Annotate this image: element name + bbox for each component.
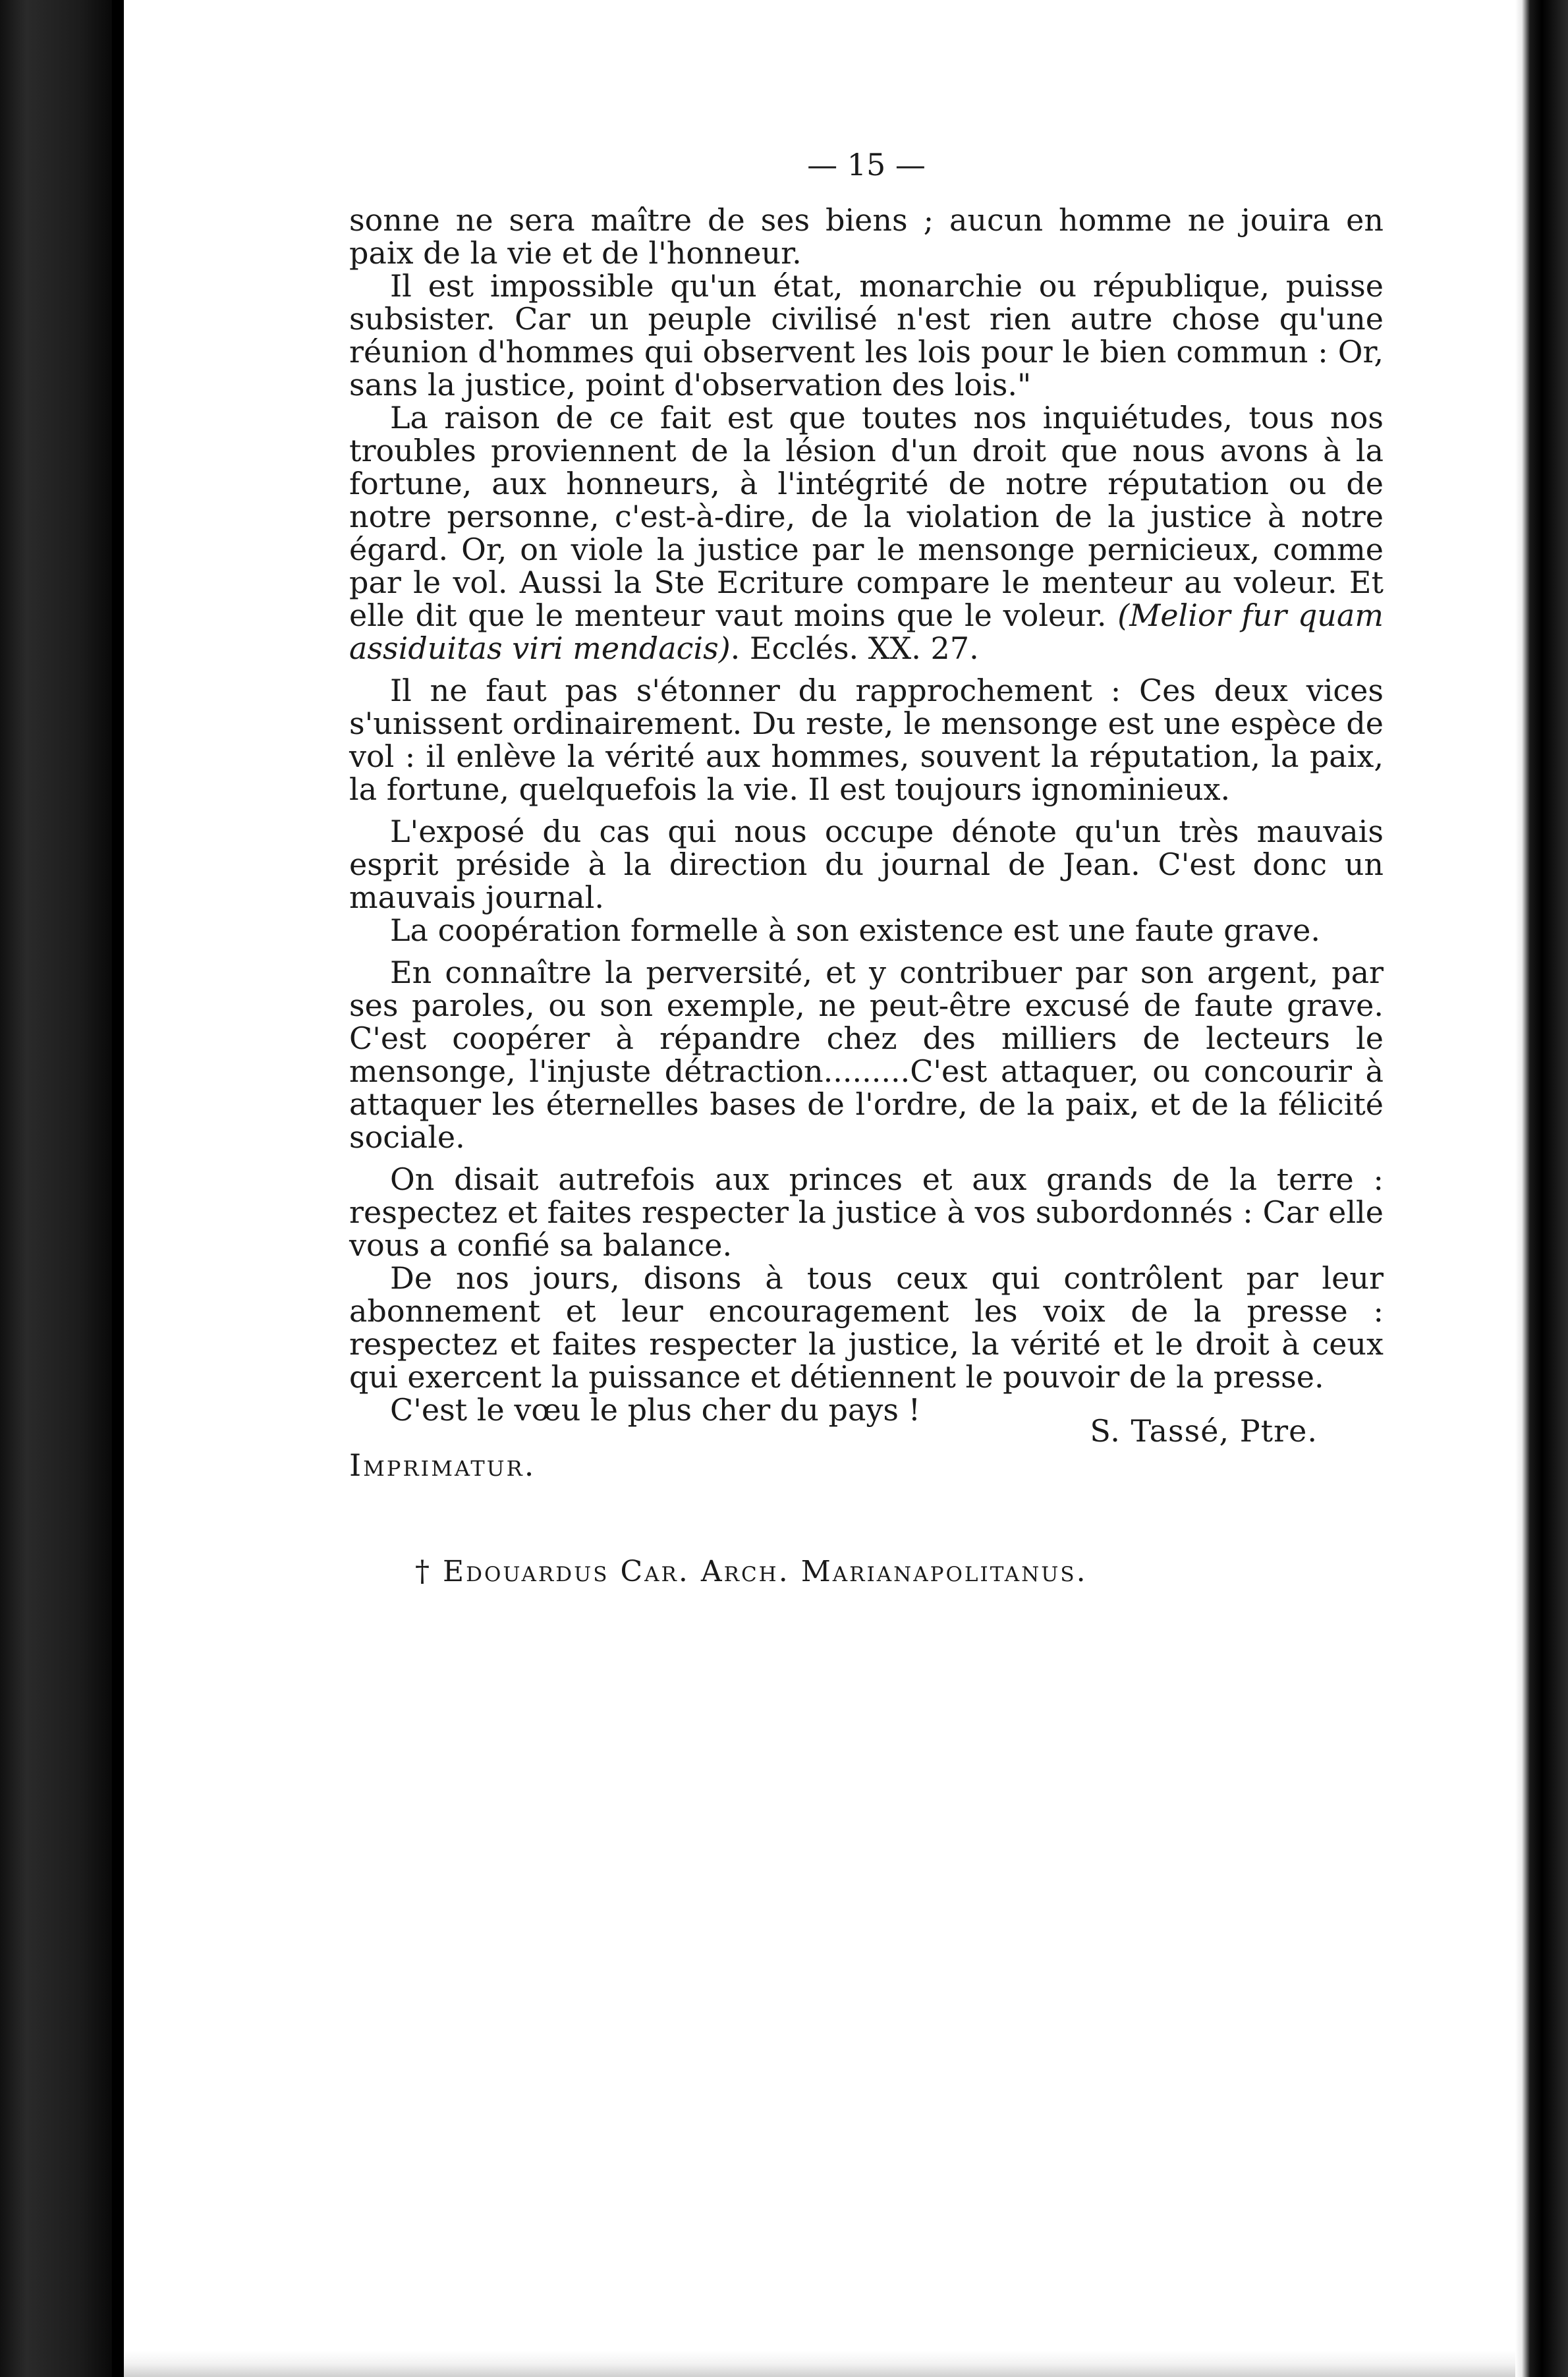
scripture-reference: . Ecclés. XX. 27. xyxy=(730,630,979,666)
paragraph-6: La coopération formelle à son existence est une faute grave. xyxy=(390,912,1320,948)
paragraph-7: En connaître la perversité, et y contribuer par son argent, par ses paroles, ou son exemple, ne peut-être excusé de faute grave. C'est coopérer à répandre chez des milliers de lecteurs le mensonge, l'injuste détraction.........C'est attaquer, ou concourir à attaquer les éternelles bases de l'ordre, de la paix, et de la félicité sociale. xyxy=(349,955,1384,1155)
page-number: — 15 — xyxy=(807,147,926,182)
author-signature: S. Tassé, Ptre. xyxy=(1090,1413,1318,1449)
scan-left-edge xyxy=(0,0,124,2377)
paragraph-1: sonne ne sera maître de ses biens ; aucun homme ne jouira en paix de la vie et de l'honneur. xyxy=(349,202,1384,271)
paragraph-5: L'exposé du cas qui nous occupe dénote qu'un très mauvais esprit préside à la direction du journal de Jean. C'est donc un mauvais journal. xyxy=(349,814,1384,915)
signature-block xyxy=(349,1407,1384,1486)
page-body xyxy=(349,148,1384,1426)
latin-quote: (Melior fur quam assiduitas viri mendacis) xyxy=(349,598,1384,666)
scan-bottom-edge xyxy=(124,2351,1515,2377)
paragraph-10: C'est le vœu le plus cher du pays ! xyxy=(390,1392,921,1428)
paragraph-2: Il est impossible qu'un état, monarchie ou république, puisse subsister. Car un peuple civilisé n'est rien autre chose qu'une réunion d'hommes qui observent les lois pour le bien commun : Or, sans la justice, point d'observation des lois." xyxy=(349,268,1384,403)
imprimatur-label: Imprimatur. xyxy=(349,1447,536,1483)
scan-right-edge xyxy=(1515,0,1568,2377)
paragraph-3 xyxy=(349,401,1384,665)
archbishop-approval: † Edouardus Car. Arch. Marianapolitanus. xyxy=(415,1555,1088,1588)
paragraph-4: Il ne faut pas s'étonner du rapprochement : Ces deux vices s'unissent ordinairement. Du reste, le mensonge est une espèce de vol : il enlève la vérité aux hommes, souvent la réputation, la paix, la fortune, quelquefois la vie. Il est toujours ignominieux. xyxy=(349,673,1384,807)
paragraph-3-text: La raison de ce fait est que toutes nos inquiétudes, tous nos troubles proviennent de la lésion d'un droit que nous avons à la fortune, aux honneurs, à l'intégrité de notre réputation ou de notre personne, c'est-à-dire, de la violation de la justice à notre égard. Or, on viole la justice par le mensonge pernicieux, comme par le vol. Aussi la Ste Ecriture compare le menteur au voleur. Et elle dit que le menteur vaut moins que le voleur. xyxy=(349,400,1384,633)
paragraph-9: De nos jours, disons à tous ceux qui contrôlent par leur abonnement et leur encouragement les voix de la presse : respectez et faites respecter la justice, la vérité et le droit à ceux qui exercent la puissance et détiennent le pouvoir de la presse. xyxy=(349,1260,1384,1395)
paragraph-8: On disait autrefois aux princes et aux grands de la terre : respectez et faites respecter la justice à vos subordonnés : Car elle vous a confié sa balance. xyxy=(349,1161,1384,1263)
